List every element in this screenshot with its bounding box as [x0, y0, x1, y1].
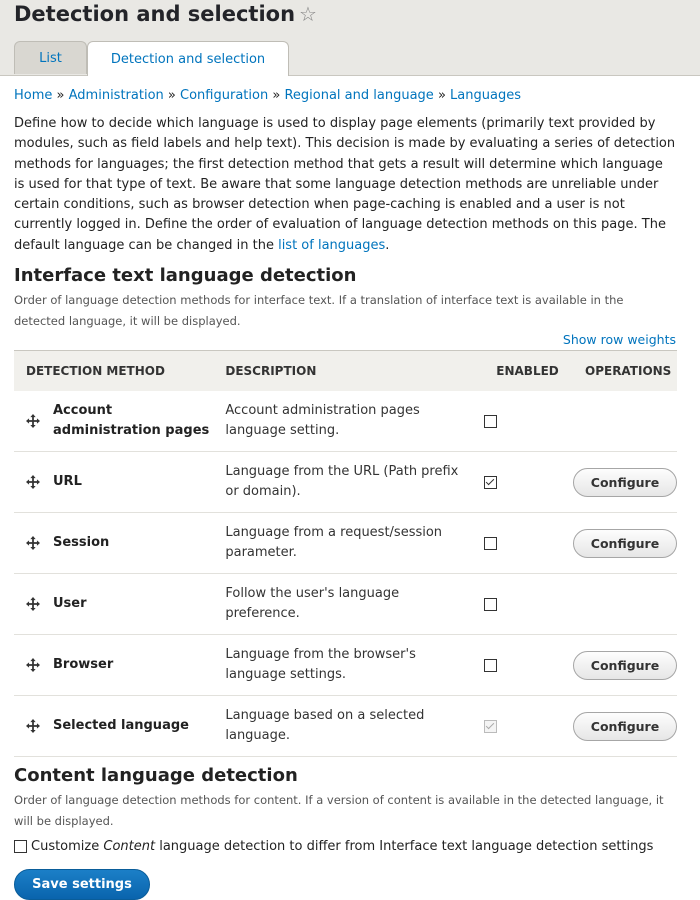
column-header-method: DETECTION METHOD	[14, 351, 213, 392]
method-description: Language from the URL (Path prefix or domain).	[225, 464, 459, 500]
operations-cell	[573, 513, 677, 574]
breadcrumb-administration[interactable]: Administration	[68, 88, 164, 103]
intro-text: Define how to decide which language is used to display page elements (primarily text provided by modules, such as field labels and help text). This decision is made by evaluating a series of detection methods for languages; the first detection method that gets a result will determine which language is used for that type of text. Be aware that some language detection methods are unreliable under certain conditions, such as browser detection when page-caching is enabled and a user is not currently logged in. Define the order of evaluation of language detection methods on this page. The default language can be changed in the list of languages.	[14, 116, 676, 253]
column-header-description: DESCRIPTION	[213, 351, 484, 392]
description-cell	[213, 696, 484, 757]
table-header-row	[14, 351, 677, 392]
table-row[interactable]	[14, 696, 677, 757]
table-row[interactable]	[14, 574, 677, 635]
enabled-cell	[484, 696, 573, 757]
configure-button[interactable]: Configure	[573, 468, 677, 497]
tab-list[interactable]: List	[14, 41, 87, 74]
table-row[interactable]	[14, 635, 677, 696]
description-cell	[213, 513, 484, 574]
breadcrumb-configuration[interactable]: Configuration	[180, 88, 269, 103]
content-description: Order of language detection methods for content. If a version of content is available in the detected language, it will be displayed.	[14, 793, 664, 828]
enabled-checkbox[interactable]	[484, 659, 497, 672]
description-cell	[213, 574, 484, 635]
drag-handle-icon[interactable]	[26, 658, 40, 672]
method-label: Browser	[53, 657, 114, 673]
enabled-cell	[484, 391, 573, 452]
show-row-weights-container	[14, 331, 676, 349]
customize-checkbox[interactable]	[14, 840, 27, 853]
enabled-cell	[484, 635, 573, 696]
enabled-checkbox[interactable]	[484, 598, 497, 611]
method-cell-inner	[14, 472, 213, 492]
enabled-checkbox[interactable]	[484, 537, 497, 550]
main-content	[14, 86, 676, 900]
description-cell	[213, 391, 484, 452]
star-icon[interactable]: ☆	[299, 2, 317, 26]
drag-handle-icon[interactable]	[26, 597, 40, 611]
save-settings-button[interactable]: Save settings	[14, 869, 150, 900]
drag-handle-icon[interactable]	[26, 719, 40, 733]
customize-content-detection[interactable]	[14, 839, 676, 854]
method-cell	[14, 391, 213, 452]
method-description: Language from the browser's language settings.	[225, 647, 416, 683]
list-of-languages-link[interactable]: list of languages	[278, 237, 386, 253]
breadcrumb-separator: »	[167, 88, 176, 103]
breadcrumb-languages[interactable]: Languages	[450, 88, 521, 103]
column-header-operations: OPERATIONS	[573, 351, 677, 392]
method-cell	[14, 696, 213, 757]
table-row[interactable]	[14, 513, 677, 574]
configure-button[interactable]: Configure	[573, 529, 677, 558]
column-header-enabled: ENABLED	[484, 351, 573, 392]
method-label: User	[53, 596, 87, 612]
method-description: Language from a request/session parameter.	[225, 525, 443, 561]
method-cell-inner	[14, 594, 213, 614]
breadcrumb-separator: »	[272, 88, 281, 103]
method-cell-inner	[14, 655, 213, 675]
breadcrumb-separator: »	[437, 88, 446, 103]
method-label: URL	[53, 474, 82, 490]
method-label: Selected language	[53, 718, 189, 734]
operations-cell	[573, 391, 677, 452]
drag-handle-icon[interactable]	[26, 414, 40, 428]
customize-label: Customize Content language detection to differ from Interface text language detection settings	[31, 839, 654, 855]
drag-handle-icon[interactable]	[26, 475, 40, 489]
show-row-weights-link[interactable]: Show row weights	[562, 332, 676, 348]
tab-detection-and-selection[interactable]: Detection and selection	[87, 41, 289, 76]
method-description: Language based on a selected language.	[225, 708, 425, 744]
breadcrumb-home[interactable]: Home	[14, 88, 53, 103]
page-header	[0, 0, 700, 76]
breadcrumb-regional-and-language[interactable]: Regional and language	[284, 88, 434, 103]
operations-cell	[573, 696, 677, 757]
configure-button[interactable]: Configure	[573, 712, 677, 741]
method-cell	[14, 574, 213, 635]
table-row[interactable]	[14, 452, 677, 513]
method-cell-inner	[14, 401, 213, 441]
operations-cell	[573, 574, 677, 635]
enabled-checkbox[interactable]	[484, 415, 497, 428]
tab-bar	[14, 41, 289, 76]
table-row[interactable]	[14, 391, 677, 452]
configure-button[interactable]: Configure	[573, 651, 677, 680]
enabled-cell	[484, 574, 573, 635]
enabled-checkbox[interactable]	[484, 476, 497, 489]
detection-methods-table	[14, 350, 677, 757]
enabled-cell	[484, 452, 573, 513]
method-cell	[14, 635, 213, 696]
enabled-cell	[484, 513, 573, 574]
method-description: Account administration pages language setting.	[225, 403, 420, 439]
operations-cell	[573, 452, 677, 513]
description-cell	[213, 452, 484, 513]
drag-handle-icon[interactable]	[26, 536, 40, 550]
description-cell	[213, 635, 484, 696]
content-heading: Content language detection	[14, 765, 298, 787]
page-title: Detection and selection ☆	[14, 2, 317, 26]
method-cell-inner	[14, 533, 213, 553]
interface-heading: Interface text language detection	[14, 265, 357, 287]
interface-description: Order of language detection methods for interface text. If a translation of interface text is available in the detected language, it will be displayed.	[14, 293, 624, 328]
method-label: Account administration pages	[53, 403, 210, 439]
table-body	[14, 391, 677, 757]
method-cell	[14, 513, 213, 574]
method-description: Follow the user's language preference.	[225, 586, 400, 622]
method-cell	[14, 452, 213, 513]
breadcrumb-separator: »	[56, 88, 65, 103]
enabled-checkbox	[484, 720, 497, 733]
breadcrumb	[14, 86, 676, 106]
operations-cell	[573, 635, 677, 696]
method-label: Session	[53, 535, 110, 551]
method-cell-inner	[14, 716, 213, 736]
